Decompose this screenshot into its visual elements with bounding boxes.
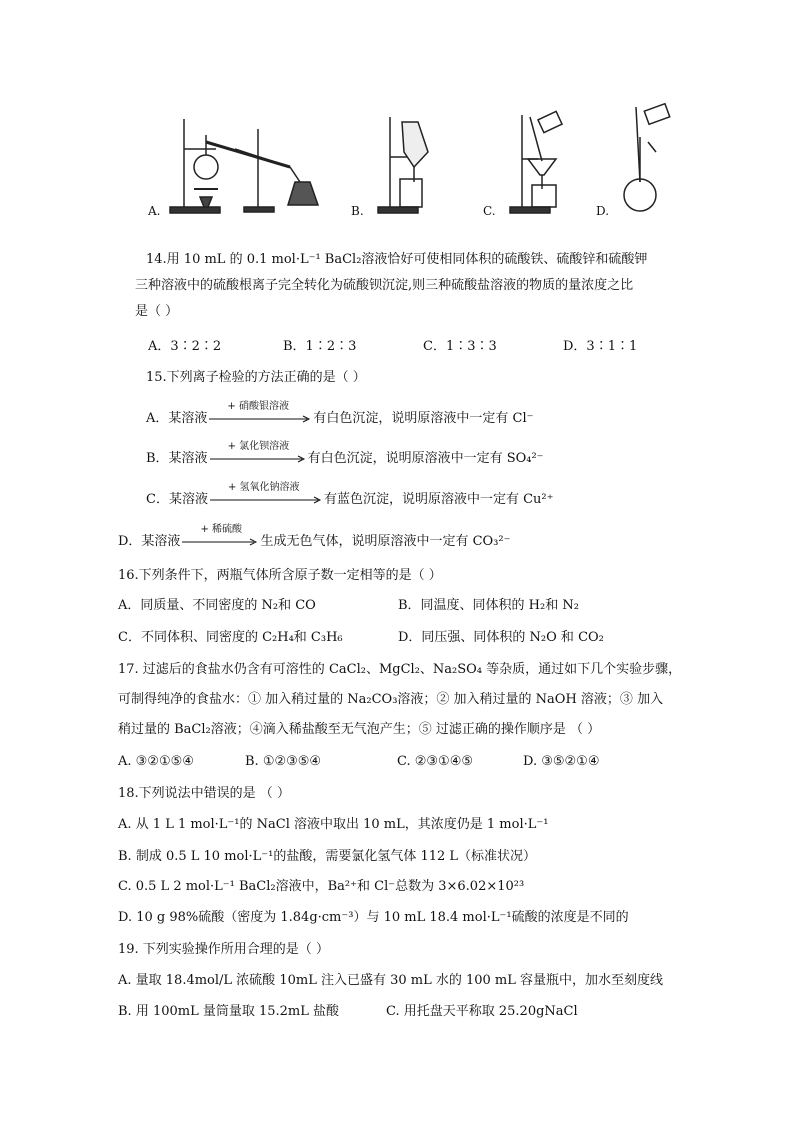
q18-option-c: C. 0.5 L 2 mol·L⁻¹ BaCl₂溶液中，Ba²⁺和 Cl⁻总数为 3×6.02×10²³ bbox=[118, 879, 525, 894]
q15-a-result: 有白色沉淀，说明原溶液中一定有 Cl⁻ bbox=[313, 411, 534, 426]
reaction-arrow bbox=[210, 482, 322, 509]
q15-b-prefix: B．某溶液 bbox=[146, 451, 208, 466]
q15-c-reagent: + 氢氧化钠溶液 bbox=[227, 482, 300, 493]
q17-option-a: A. ③②①⑤④ bbox=[118, 754, 194, 769]
q15-a-prefix: A．某溶液 bbox=[146, 411, 208, 426]
q15-d-prefix: D．某溶液 bbox=[118, 534, 181, 549]
q18-option-b: B. 制成 0.5 L 10 mol·L⁻¹的盐酸，需要氯化氢气体 112 L（标准状况） bbox=[118, 849, 537, 864]
q16-option-c: C．不同体积、同密度的 C₂H₄和 C₃H₆ bbox=[118, 630, 343, 645]
distillation-apparatus bbox=[170, 119, 318, 213]
q19-option-a: A. 量取 18.4mol/L 浓硫酸 10mL 注入已盛有 30 mL 水的 100 mL 容量瓶中，加水至刻度线 bbox=[118, 973, 664, 988]
q16-stem: 16.下列条件下，两瓶气体所含原子数一定相等的是（ ） bbox=[118, 568, 442, 583]
q15-option-b bbox=[146, 441, 544, 468]
q14-line-1: 14.用 10 mL 的 0.1 mol·L⁻¹ BaCl₂溶液恰好可使相同体积的硫酸铁、硫酸锌和硫酸钾 bbox=[146, 252, 648, 267]
q14-option-c: C．1∶3∶3 bbox=[423, 339, 497, 354]
figure-option-d: D. bbox=[596, 204, 610, 218]
q16-option-a: A．同质量、不同密度的 N₂和 CO bbox=[118, 598, 316, 613]
q15-a-reagent: + 硝酸银溶液 bbox=[227, 401, 289, 412]
filtration-apparatus bbox=[510, 111, 562, 213]
q15-c-prefix: C．某溶液 bbox=[146, 492, 208, 507]
q15-option-d bbox=[118, 524, 511, 551]
q17-option-c: C. ②③①④⑤ bbox=[397, 754, 474, 769]
volumetric-flask-apparatus bbox=[624, 104, 670, 211]
q15-c-result: 有蓝色沉淀，说明原溶液中一定有 Cu²⁺ bbox=[323, 492, 554, 507]
apparatus-figure bbox=[140, 97, 700, 222]
q17-line-3: 稍过量的 BaCl₂溶液；④滴入稀盐酸至无气泡产生；⑤ 过滤正确的操作顺序是 （ ） bbox=[118, 722, 601, 737]
q15-d-result: 生成无色气体，说明原溶液中一定有 CO₃²⁻ bbox=[260, 534, 511, 549]
q15-d-reagent: + 稀硫酸 bbox=[200, 524, 242, 535]
q17-option-d: D. ③⑤②①④ bbox=[523, 754, 600, 769]
q19-option-b: B. 用 100mL 量筒量取 15.2mL 盐酸 bbox=[118, 1004, 340, 1019]
q14-option-d: D．3∶1∶1 bbox=[563, 339, 638, 354]
q16-option-d: D．同压强、同体积的 N₂O 和 CO₂ bbox=[398, 630, 604, 645]
q14-line-3: 是（ ） bbox=[135, 304, 179, 319]
q17-line-2: 可制得纯净的食盐水：① 加入稍过量的 Na₂CO₃溶液；② 加入稍过量的 NaOH 溶液；③ 加入 bbox=[118, 692, 664, 707]
q16-option-b: B．同温度、同体积的 H₂和 N₂ bbox=[398, 598, 579, 613]
q18-option-d: D. 10 g 98%硫酸（密度为 1.84g·cm⁻³）与 10 mL 18.4 mol·L⁻¹硫酸的浓度是不同的 bbox=[118, 910, 629, 925]
q17-option-b: B. ①②③⑤④ bbox=[245, 754, 322, 769]
reaction-arrow bbox=[210, 441, 306, 468]
q19-option-c: C. 用托盘天平称取 25.20gNaCl bbox=[386, 1004, 578, 1019]
q18-stem: 18.下列说法中错误的是 （ ） bbox=[118, 786, 290, 801]
q14-option-a: A．3∶2∶2 bbox=[148, 339, 222, 354]
q17-line-1: 17. 过滤后的食盐水仍含有可溶性的 CaCl₂、MgCl₂、Na₂SO₄ 等杂质，通过如下几个实验步骤， bbox=[118, 662, 682, 677]
reaction-arrow bbox=[182, 524, 258, 551]
q15-option-c bbox=[146, 482, 554, 509]
q14-option-b: B．1∶2∶3 bbox=[283, 339, 357, 354]
reaction-arrow bbox=[209, 401, 311, 428]
q15-b-reagent: + 氯化钡溶液 bbox=[227, 441, 290, 452]
figure-option-b: B. bbox=[351, 204, 364, 218]
q15-stem: 15.下列离子检验的方法正确的是（ ） bbox=[146, 370, 366, 385]
q19-stem: 19. 下列实验操作所用合理的是（ ） bbox=[118, 942, 329, 957]
figure-option-a: A. bbox=[148, 204, 161, 218]
q15-option-a bbox=[146, 401, 534, 428]
q18-option-a: A. 从 1 L 1 mol·L⁻¹的 NaCl 溶液中取出 10 mL，其浓度仍是 1 mol·L⁻¹ bbox=[118, 817, 549, 832]
separatory-funnel-apparatus bbox=[378, 117, 428, 213]
q14-line-2: 三种溶液中的硫酸根离子完全转化为硫酸钡沉淀,则三种硫酸盐溶液的物质的量浓度之比 bbox=[135, 278, 634, 293]
figure-option-c: C. bbox=[483, 204, 496, 218]
q15-b-result: 有白色沉淀，说明原溶液中一定有 SO₄²⁻ bbox=[307, 451, 544, 466]
